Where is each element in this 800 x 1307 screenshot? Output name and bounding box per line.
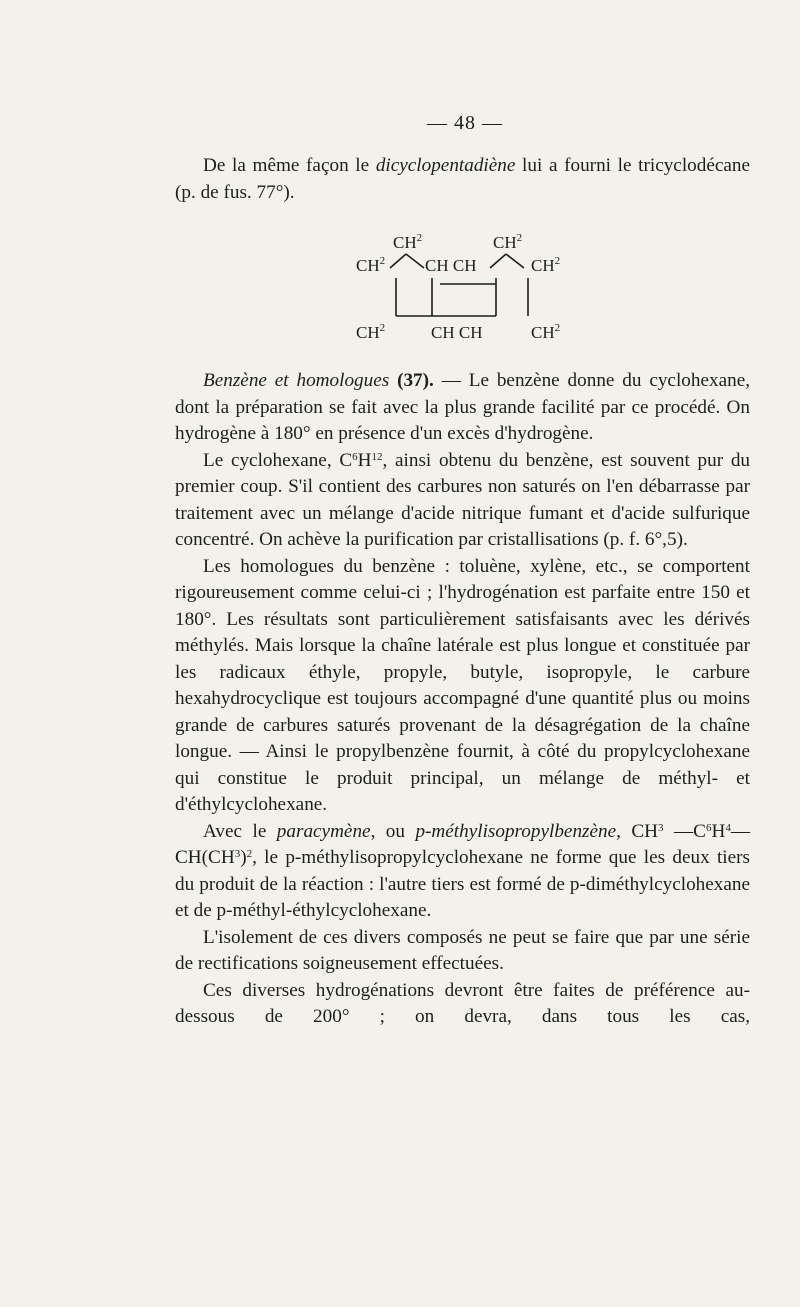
tricyclodecane-formula: [300, 228, 600, 358]
formula-top-right: $CH^2$: [493, 232, 523, 252]
bond-tr-right: [506, 254, 524, 268]
term-methylisopropylbenzene: p-méthylisopropylbenzène: [415, 820, 617, 842]
formula-bottom-left: $CH^2$: [356, 322, 386, 342]
bond-tl-right: [406, 254, 424, 268]
paragraph-hydrogenations: Ces diverses hydrogénations devront être faites de préférence au-dessous de 200° ; on devra, dans tous les cas,: [175, 979, 750, 1027]
intro-term: dicyclopentadiène: [375, 155, 516, 176]
formula-bottom-center: CH CH: [431, 323, 483, 342]
bond-tl-left: [390, 254, 406, 268]
paragraph-1-text: — Le benzène donne du cyclohexane, dont la préparation se fait avec la plus grande facilité par ce procédé. On hydrogène à 180° en présence d'un excès d'hydrogène.: [175, 370, 751, 444]
paragraph-isolement: L'isolement de ces divers composés ne peut se faire que par une série de rectifications soigneusement effectuées.: [175, 926, 750, 974]
body-text: [175, 368, 750, 1031]
page-number: — 48 —: [427, 112, 503, 134]
paragraph-benzene: [175, 368, 750, 448]
formula-mid-left: $CH^2$: [356, 255, 386, 275]
intro-paragraph: [175, 153, 750, 206]
bond-tr-left: [490, 254, 506, 268]
formula-bottom-right: $CH^2$: [531, 322, 561, 342]
paragraph-homologues: Les homologues du benzène : toluène, xylène, etc., se comportent rigoureusement comme celui-ci ; l'hydrogénation est parfaite entre 150 et 180°. Les résultats sont particulièrement satisfaisants avec les dérivés méthylés. Mais lorsque la chaîne latérale est plus longue et constituée par les radicaux éthyle, propyle, butyle, isopropyle, le carbure hexahydrocyclique est toujours accompagné d'une quantité plus ou moins grande de carbures saturés provenant de la désagrégation de la chaîne longue. — Ainsi le propylbenzène fournit, à côté du propylcyclohexane qui constitue le produit principal, un mélange de méthyl- et d'éthylcyclohexane.: [175, 555, 750, 815]
intro-post: lui a fourni le tricyclodécane (p. de fus. 77°).: [175, 155, 750, 203]
paragraph-paracymene: Avec le paracymène, ou p-méthylisopropylbenzène, $CH^3$ $—C^6H^4—CH(CH^3)^2$, le p-méthylisopropylcyclohexane ne forme que les deux tiers du produit de la réaction : l'autre tiers est formé de p-diméthylcyclohexane et de p-méthyl-éthylcyclohexane.: [175, 820, 751, 921]
term-paracymene: paracymène: [276, 820, 371, 842]
paragraph-cyclohexane: Le cyclohexane, $C^6H^{12}$, ainsi obtenu du benzène, est souvent pur du premier coup. S'il contient des carbures non saturés on l'en débarrasse par traitement avec un mélange d'acide nitrique fumant et d'acide sulfurique concentré. On achève la purification par cristallisations (p. f. 6°,5).: [175, 449, 751, 550]
formula-mid-right: $CH^2$: [531, 255, 561, 275]
formula-mid-center: CH CH: [425, 256, 477, 275]
intro-pre: De la même façon le: [203, 155, 376, 176]
section-heading: Benzène et homologues: [203, 370, 390, 391]
formula-top-left: $CH^2$: [393, 232, 423, 252]
section-ref: (37).: [397, 370, 434, 391]
